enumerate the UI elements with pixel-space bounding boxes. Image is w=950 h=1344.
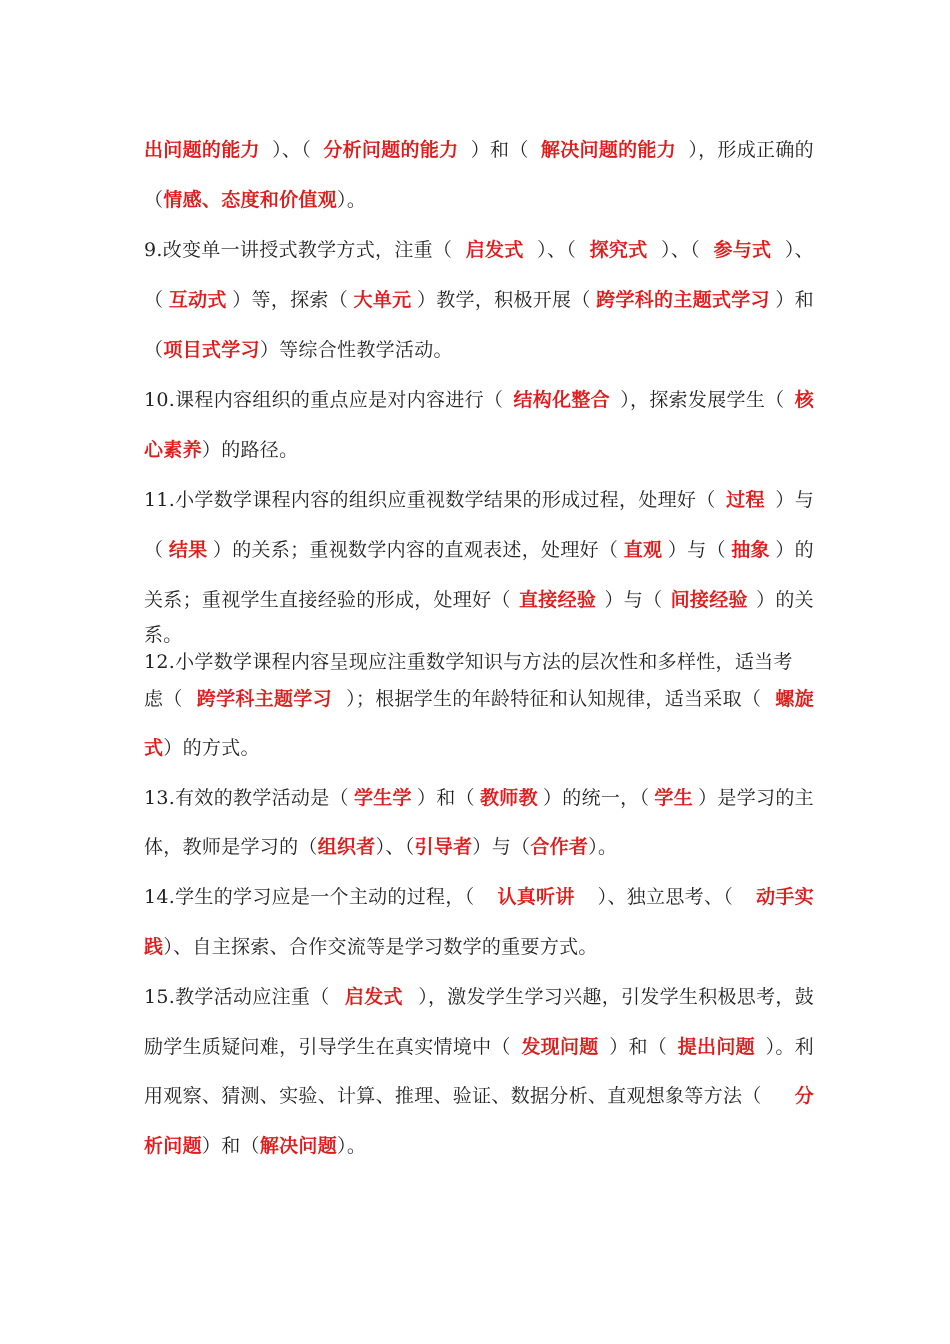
text-line [144,1081,814,1111]
answer-text: 启发式 [465,239,524,261]
body-text: ）的关 [756,589,814,611]
answer-text: 直观 [623,539,663,561]
answer-text: 跨学科的主题式学习 [596,289,770,311]
body-text: ）、（ [375,836,415,858]
answer-text: 式 [144,737,164,759]
text-line [144,982,814,1012]
body-text: ）教学，积极开展（ [416,289,591,311]
text-line [144,733,814,763]
text-line [144,385,814,415]
body-text: ）的统一，（ [542,787,650,809]
body-text: ）。 [337,1135,367,1157]
answer-text: 大单元 [353,289,412,311]
answer-text: 提出问题 [677,1036,755,1058]
answer-text: 合作者 [530,836,589,858]
body-text: 11.小学数学课程内容的组织应重视数学结果的形成过程，处理好（ [144,489,716,511]
body-text: ）与（ [667,539,726,561]
body-text: ），探索发展学生（ [620,389,785,411]
text-line [144,335,814,365]
body-text: 12.小学数学课程内容呈现应注重数学知识与方法的层次性和多样性，适当考 [144,651,793,673]
answer-text: 析问题 [144,1135,202,1157]
answer-text: 直接经验 [518,589,597,611]
answer-text: 结果 [168,539,208,561]
answer-text: 出问题的能力 [144,139,260,161]
body-text: 用观察、猜测、实验、计算、推理、验证、数据分析、直观想象等方法（ [144,1085,762,1107]
body-text: ），激发学生学习兴趣，引发学生积极思考，鼓 [418,986,814,1008]
body-text: ）。 [337,189,367,211]
body-text: 虑（ [144,688,183,710]
answer-text: 组织者 [317,836,376,858]
body-text: ）的方式。 [163,737,260,759]
text-line [144,585,814,615]
body-text: ）的路径。 [201,439,299,461]
body-text: ）和（ [609,1036,668,1058]
answer-text: 引导者 [414,836,473,858]
answer-text: 解决问题的能力 [540,139,677,161]
body-text: 系。 [144,624,183,646]
text-line [144,235,814,265]
answer-text: 项目式学习 [163,339,260,361]
body-text: （ [144,289,164,311]
text-line [144,285,814,315]
body-text: ）与（ [472,836,531,858]
text-line [144,1032,814,1062]
text-line [144,485,814,515]
answer-text: 学生学 [353,787,412,809]
body-text: ）、自主探索、合作交流等是学习数学的重要方式。 [163,936,598,958]
text-line [144,783,814,813]
text-line [144,684,814,714]
text-line [144,932,814,962]
body-text: （ [144,339,164,361]
text-line [144,185,814,215]
answer-text: 学生 [654,787,694,809]
body-text: ）等，探索（ [232,289,349,311]
answer-text: 互动式 [168,289,227,311]
body-text: （ [144,189,164,211]
answer-text: 探究式 [589,239,648,261]
body-text: ），形成正确的 [688,139,814,161]
body-text: ）与 [775,489,814,511]
answer-text: 启发式 [344,986,403,1008]
text-line [144,135,814,165]
answer-text: 过程 [726,489,765,511]
body-text: 13.有效的教学活动是（ [144,787,349,809]
text-line [144,1131,814,1161]
body-text: ）和（ [201,1135,260,1157]
answer-text: 发现问题 [521,1036,599,1058]
text-line [144,832,814,862]
body-text: 体，教师是学习的（ [144,836,318,858]
body-text: ）。利 [765,1036,814,1058]
body-text: 9.改变单一讲授式教学方式，注重（ [144,239,453,261]
body-text: ）等综合性教学活动。 [259,339,453,361]
body-text: ）和（ [470,139,529,161]
body-text: 14.学生的学习应是一个主动的过程，（ [144,886,475,908]
text-line [144,882,814,912]
body-text: ）和 [775,289,814,311]
answer-text: 分 [794,1085,814,1107]
answer-text: 心素养 [144,439,202,461]
text-line [144,620,814,650]
answer-text: 解决问题 [259,1135,338,1157]
answer-text: 结构化整合 [513,389,610,411]
body-text: ）和（ [416,787,475,809]
body-text: ）。 [588,836,618,858]
answer-text: 分析问题的能力 [323,139,459,161]
text-line [144,647,814,677]
answer-text: 核 [794,389,814,411]
answer-text: 情感、态度和价值观 [163,189,338,211]
body-text: ）的关系；重视数学内容的直观表述，处理好（ [212,539,619,561]
body-text: ）、（ [661,239,700,261]
body-text: ）；根据学生的年龄特征和认知规律，适当采取（ [346,688,762,710]
answer-text: 动手实 [756,886,814,908]
body-text: ）、（ [537,239,577,261]
body-text: ）的 [775,539,814,561]
answer-text: 螺旋 [775,688,814,710]
answer-text: 教师教 [479,787,538,809]
body-text: ）、 [784,239,814,261]
body-text: ）、（ [272,139,312,161]
body-text: （ [144,539,164,561]
answer-text: 认真听讲 [497,886,575,908]
text-line [144,535,814,565]
answer-text: 间接经验 [670,589,748,611]
answer-text: 抽象 [731,539,770,561]
answer-text: 参与式 [713,239,772,261]
body-text: ）是学习的主 [698,787,814,809]
body-text: 关系；重视学生直接经验的形成，处理好（ [144,589,511,611]
body-text: 励学生质疑问难，引导学生在真实情境中（ [144,1036,511,1058]
body-text: ）与（ [604,589,663,611]
body-text: ）、独立思考、（ [597,886,734,908]
answer-text: 践 [144,936,164,958]
body-text: 10.课程内容组织的重点应是对内容进行（ [144,389,504,411]
body-text: 15.教学活动应注重（ [144,986,330,1008]
text-line [144,435,814,465]
answer-text: 跨学科主题学习 [196,688,332,710]
